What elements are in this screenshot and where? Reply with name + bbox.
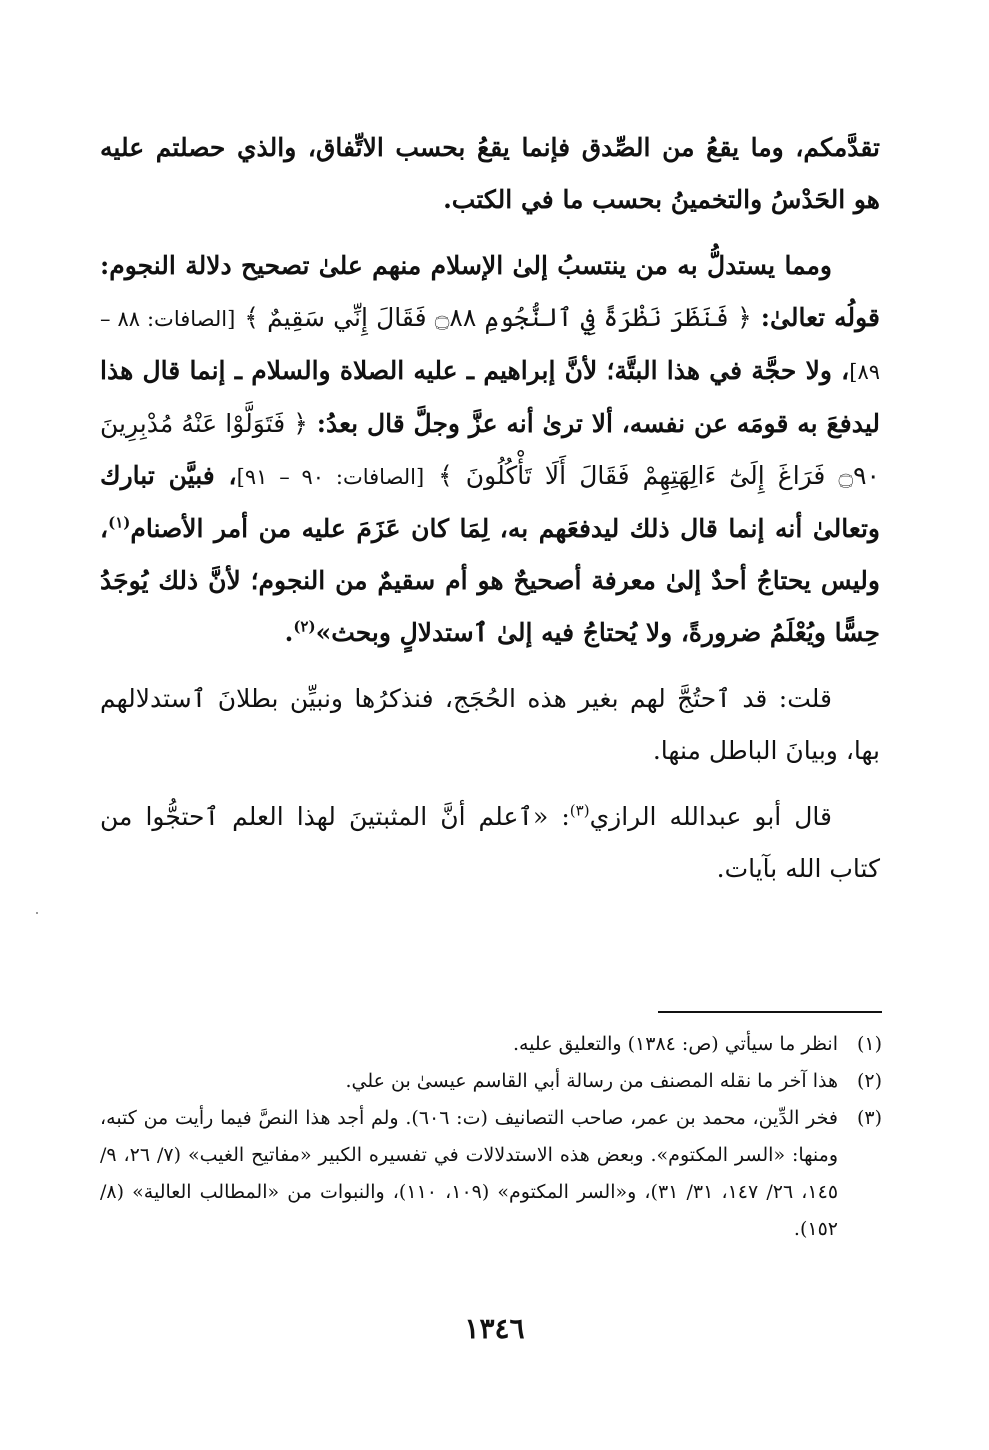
paragraph-4-before: قال أبو عبدالله الرازي — [589, 802, 832, 831]
footnote-number: (١) — [856, 1033, 882, 1055]
footnotes — [100, 1026, 882, 1248]
paragraph-4-after: : «ٱعلم أنَّ المثبتينَ لهذا العلم ٱحتجُّوا من كتاب الله بآيات. — [100, 802, 880, 883]
footnote-marker-2[interactable]: (٢) — [293, 617, 316, 636]
footnote-text: فخر الدِّين، محمد بن عمر، صاحب التصانيف (ت: ٦٠٦). ولم أجد هذا النصَّ فيما رأيت من كتبه، ومنها: «السر المكتوم». وبعض هذه الاستدلالات في تفسيره الكبير «مفاتيح الغيب» (٧/ ٢٦، ٩/ ١٤٥، ٢٦/ ١٤٧، ٣١/ ٣١)، و«السر المكتوم» (١٠٩، ١١٠)، والنبوات من «المطالب العالية» (٨/ ١٥٢). — [100, 1107, 839, 1240]
footnote-text: انظر ما سيأتي (ص: ١٣٨٤) والتعليق عليه. — [512, 1033, 838, 1055]
paragraph-1: تقدَّمكم، وما يقعُ من الصِّدق فإنما يقعُ بحسب الاتِّفاق، والذي حصلتم عليه هو الحَدْسُ والتخمينُ بحسب ما في الكتب. — [100, 133, 880, 214]
footnote-2 — [100, 1063, 882, 1100]
footnote-text: هذا آخر ما نقله المصنف من رسالة أبي القاسم عيسىٰ بن علي. — [345, 1070, 838, 1092]
paragraph-2-end: ، وليس يحتاجُ أحدٌ إلىٰ معرفة أصحيحٌ هو أم سقيمٌ من النجوم؛ لأنَّ ذلك يُوجَدُ حِسًّا ويُعْلَمُ ضرورةً، ولا يُحتاجُ فيه إلىٰ ٱستدلالٍ وبحث» — [100, 514, 880, 647]
footnote-marker-1[interactable]: (١) — [108, 513, 131, 532]
paragraph-2-period: . — [284, 618, 294, 647]
surah-reference-2: [الصافات: ٩٠ – ٩١] — [236, 465, 425, 489]
main-text — [100, 122, 880, 909]
margin-speck — [36, 912, 38, 914]
quran-verse-2: ﴿ فَتَوَلَّوْا عَنْهُ مُدْبِرِينَ ۝٩٠ فَرَاغَ إِلَىٰٓ ءَالِهَتِهِمْ فَقَالَ أَلَا تَأْكُلُونَ ﴾ — [100, 409, 880, 490]
page-number: ١٣٤٦ — [464, 1312, 525, 1345]
footnote-marker-3[interactable]: (٣) — [569, 801, 590, 820]
footnote-1 — [100, 1026, 882, 1063]
paragraph-4 — [100, 791, 880, 895]
footnote-3 — [100, 1100, 882, 1248]
footnote-number: (٢) — [856, 1070, 882, 1092]
footnote-number: (٣) — [856, 1107, 882, 1129]
paragraph-2 — [100, 240, 880, 659]
paragraph-2-after: ، فبيَّن تبارك وتعالىٰ أنه إنما قال ذلك ليدفعَهم به، لِمَا كان عَزَمَ عليه من أمر الأصنام — [100, 461, 880, 543]
paragraph-2-intro: ومما يستدلُّ به من ينتسبُ إلىٰ الإسلام منهم علىٰ تصحيح دلالة النجوم: قولُه تعالىٰ: — [100, 251, 880, 332]
paragraph-2-middle: ، ولا حجَّة في هذا البتَّة؛ لأنَّ إبراهيم ـ عليه الصلاة والسلام ـ إنما قال هذا ليدفعَ به قومَه عن نفسه، ألا ترىٰ أنه عزَّ وجلَّ قال بعدُ: — [100, 356, 880, 438]
paragraph-3: قلت: قد ٱحتُجَّ لهم بغير هذه الحُجَج، فنذكرُها ونبيِّن بطلانَ ٱستدلالهم بها، وبيانَ الباطل منها. — [100, 684, 880, 765]
footnote-separator — [658, 1011, 882, 1013]
surah-reference-1: [الصافات: ٨٨ – ٨٩] — [100, 307, 880, 384]
quran-verse-1: ﴿ فَنَظَرَ نَظْرَةً فِي ٱلنُّجُومِ ۝٨٨ فَقَالَ إِنِّي سَقِيمٌ ﴾ — [244, 303, 752, 332]
